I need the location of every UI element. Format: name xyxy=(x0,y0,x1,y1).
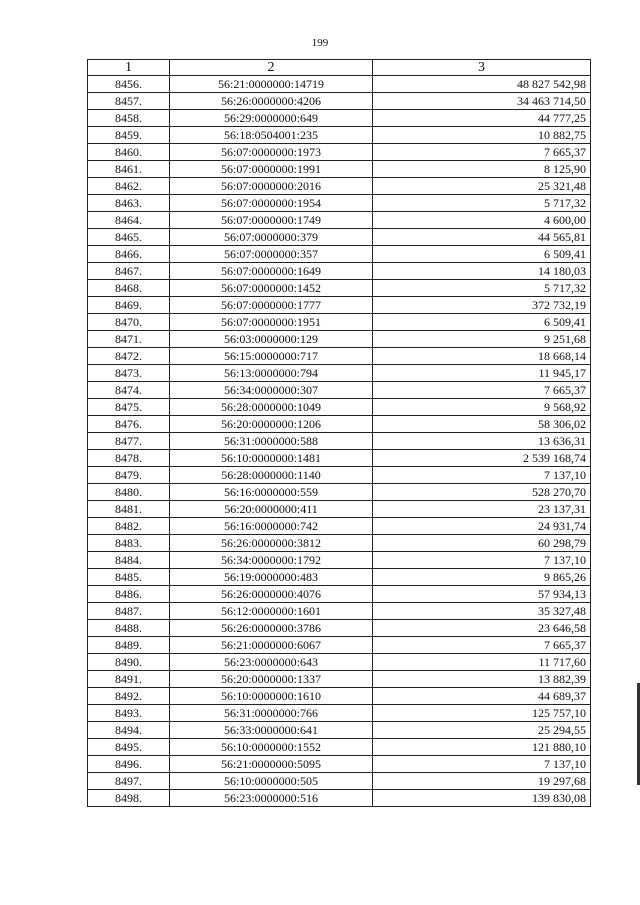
table-row xyxy=(88,688,591,705)
cadastral-number-cell: 56:07:0000000:1954 xyxy=(170,195,373,212)
value-cell: 9 568,92 xyxy=(373,399,591,416)
table-row xyxy=(88,790,591,807)
table-row xyxy=(88,705,591,722)
row-number-cell: 8491. xyxy=(88,671,170,688)
value-cell: 44 777,25 xyxy=(373,110,591,127)
row-number-cell: 8488. xyxy=(88,620,170,637)
cadastral-number-cell: 56:10:0000000:1481 xyxy=(170,450,373,467)
row-number-cell: 8493. xyxy=(88,705,170,722)
cadastral-number-cell: 56:23:0000000:516 xyxy=(170,790,373,807)
table-row xyxy=(88,637,591,654)
row-number-cell: 8470. xyxy=(88,314,170,331)
value-cell: 25 294,55 xyxy=(373,722,591,739)
table-row xyxy=(88,365,591,382)
table-row xyxy=(88,178,591,195)
cadastral-number-cell: 56:31:0000000:766 xyxy=(170,705,373,722)
table-row xyxy=(88,348,591,365)
cadastral-number-cell: 56:26:0000000:3786 xyxy=(170,620,373,637)
table-row xyxy=(88,331,591,348)
cadastral-number-cell: 56:26:0000000:3812 xyxy=(170,535,373,552)
cadastral-number-cell: 56:34:0000000:1792 xyxy=(170,552,373,569)
row-number-cell: 8460. xyxy=(88,144,170,161)
table-row xyxy=(88,552,591,569)
value-cell: 18 668,14 xyxy=(373,348,591,365)
row-number-cell: 8498. xyxy=(88,790,170,807)
value-cell: 24 931,74 xyxy=(373,518,591,535)
row-number-cell: 8461. xyxy=(88,161,170,178)
value-cell: 8 125,90 xyxy=(373,161,591,178)
cadastral-number-cell: 56:07:0000000:1951 xyxy=(170,314,373,331)
cadastral-number-cell: 56:20:0000000:1206 xyxy=(170,416,373,433)
value-cell: 121 880,10 xyxy=(373,739,591,756)
table-row xyxy=(88,110,591,127)
value-cell: 9 251,68 xyxy=(373,331,591,348)
table-row xyxy=(88,756,591,773)
cadastral-number-cell: 56:20:0000000:1337 xyxy=(170,671,373,688)
row-number-cell: 8475. xyxy=(88,399,170,416)
value-cell: 23 137,31 xyxy=(373,501,591,518)
column-header-2: 2 xyxy=(170,60,373,76)
row-number-cell: 8479. xyxy=(88,467,170,484)
value-cell: 9 865,26 xyxy=(373,569,591,586)
table-row xyxy=(88,93,591,110)
cadastral-number-cell: 56:07:0000000:379 xyxy=(170,229,373,246)
cadastral-value-table xyxy=(87,59,591,807)
cadastral-number-cell: 56:12:0000000:1601 xyxy=(170,603,373,620)
row-number-cell: 8497. xyxy=(88,773,170,790)
cadastral-number-cell: 56:26:0000000:4206 xyxy=(170,93,373,110)
row-number-cell: 8466. xyxy=(88,246,170,263)
value-cell: 4 600,00 xyxy=(373,212,591,229)
cadastral-number-cell: 56:28:0000000:1140 xyxy=(170,467,373,484)
row-number-cell: 8492. xyxy=(88,688,170,705)
value-cell: 6 509,41 xyxy=(373,246,591,263)
value-cell: 35 327,48 xyxy=(373,603,591,620)
cadastral-number-cell: 56:07:0000000:1777 xyxy=(170,297,373,314)
cadastral-number-cell: 56:20:0000000:411 xyxy=(170,501,373,518)
row-number-cell: 8486. xyxy=(88,586,170,603)
table-row xyxy=(88,195,591,212)
cadastral-number-cell: 56:31:0000000:588 xyxy=(170,433,373,450)
table-row xyxy=(88,518,591,535)
table-row xyxy=(88,501,591,518)
value-cell: 58 306,02 xyxy=(373,416,591,433)
value-cell: 25 321,48 xyxy=(373,178,591,195)
table-row xyxy=(88,263,591,280)
row-number-cell: 8457. xyxy=(88,93,170,110)
cadastral-number-cell: 56:10:0000000:1610 xyxy=(170,688,373,705)
row-number-cell: 8482. xyxy=(88,518,170,535)
row-number-cell: 8468. xyxy=(88,280,170,297)
table-row xyxy=(88,127,591,144)
row-number-cell: 8464. xyxy=(88,212,170,229)
row-number-cell: 8489. xyxy=(88,637,170,654)
row-number-cell: 8484. xyxy=(88,552,170,569)
value-cell: 7 665,37 xyxy=(373,637,591,654)
value-cell: 372 732,19 xyxy=(373,297,591,314)
cadastral-number-cell: 56:07:0000000:1649 xyxy=(170,263,373,280)
row-number-cell: 8456. xyxy=(88,76,170,93)
row-number-cell: 8459. xyxy=(88,127,170,144)
table-row xyxy=(88,382,591,399)
value-cell: 7 665,37 xyxy=(373,382,591,399)
cadastral-number-cell: 56:07:0000000:1452 xyxy=(170,280,373,297)
value-cell: 57 934,13 xyxy=(373,586,591,603)
value-cell: 19 297,68 xyxy=(373,773,591,790)
table-row xyxy=(88,603,591,620)
table-row xyxy=(88,671,591,688)
row-number-cell: 8483. xyxy=(88,535,170,552)
row-number-cell: 8463. xyxy=(88,195,170,212)
table-row xyxy=(88,280,591,297)
cadastral-number-cell: 56:16:0000000:559 xyxy=(170,484,373,501)
row-number-cell: 8496. xyxy=(88,756,170,773)
row-number-cell: 8472. xyxy=(88,348,170,365)
row-number-cell: 8469. xyxy=(88,297,170,314)
value-cell: 11 945,17 xyxy=(373,365,591,382)
table-row xyxy=(88,212,591,229)
value-cell: 11 717,60 xyxy=(373,654,591,671)
table-body xyxy=(88,76,591,807)
value-cell: 48 827 542,98 xyxy=(373,76,591,93)
value-cell: 6 509,41 xyxy=(373,314,591,331)
table-row xyxy=(88,773,591,790)
row-number-cell: 8473. xyxy=(88,365,170,382)
value-cell: 528 270,70 xyxy=(373,484,591,501)
table-row xyxy=(88,314,591,331)
table-row xyxy=(88,722,591,739)
row-number-cell: 8490. xyxy=(88,654,170,671)
cadastral-number-cell: 56:21:0000000:6067 xyxy=(170,637,373,654)
cadastral-number-cell: 56:07:0000000:1991 xyxy=(170,161,373,178)
row-number-cell: 8458. xyxy=(88,110,170,127)
row-number-cell: 8471. xyxy=(88,331,170,348)
table-row xyxy=(88,433,591,450)
column-header-1: 1 xyxy=(88,60,170,76)
cadastral-number-cell: 56:18:0504001:235 xyxy=(170,127,373,144)
value-cell: 23 646,58 xyxy=(373,620,591,637)
row-number-cell: 8487. xyxy=(88,603,170,620)
row-number-cell: 8477. xyxy=(88,433,170,450)
cadastral-number-cell: 56:16:0000000:742 xyxy=(170,518,373,535)
cadastral-number-cell: 56:33:0000000:641 xyxy=(170,722,373,739)
cadastral-number-cell: 56:10:0000000:505 xyxy=(170,773,373,790)
table-row xyxy=(88,399,591,416)
cadastral-number-cell: 56:21:0000000:14719 xyxy=(170,76,373,93)
value-cell: 7 137,10 xyxy=(373,756,591,773)
value-cell: 13 636,31 xyxy=(373,433,591,450)
table-row xyxy=(88,569,591,586)
value-cell: 7 665,37 xyxy=(373,144,591,161)
value-cell: 44 689,37 xyxy=(373,688,591,705)
table-row xyxy=(88,450,591,467)
value-cell: 60 298,79 xyxy=(373,535,591,552)
table-header xyxy=(88,60,591,76)
row-number-cell: 8494. xyxy=(88,722,170,739)
value-cell: 139 830,08 xyxy=(373,790,591,807)
value-cell: 44 565,81 xyxy=(373,229,591,246)
row-number-cell: 8474. xyxy=(88,382,170,399)
row-number-cell: 8481. xyxy=(88,501,170,518)
row-number-cell: 8480. xyxy=(88,484,170,501)
value-cell: 13 882,39 xyxy=(373,671,591,688)
table-row xyxy=(88,484,591,501)
table-row xyxy=(88,416,591,433)
value-cell: 34 463 714,50 xyxy=(373,93,591,110)
value-cell: 5 717,32 xyxy=(373,280,591,297)
table-row xyxy=(88,654,591,671)
row-number-cell: 8485. xyxy=(88,569,170,586)
cadastral-number-cell: 56:26:0000000:4076 xyxy=(170,586,373,603)
value-cell: 125 757,10 xyxy=(373,705,591,722)
cadastral-number-cell: 56:07:0000000:357 xyxy=(170,246,373,263)
table-row xyxy=(88,535,591,552)
value-cell: 5 717,32 xyxy=(373,195,591,212)
cadastral-number-cell: 56:07:0000000:1973 xyxy=(170,144,373,161)
cadastral-number-cell: 56:23:0000000:643 xyxy=(170,654,373,671)
table-row xyxy=(88,144,591,161)
table-row xyxy=(88,467,591,484)
row-number-cell: 8476. xyxy=(88,416,170,433)
table-row xyxy=(88,76,591,93)
cadastral-number-cell: 56:15:0000000:717 xyxy=(170,348,373,365)
cadastral-number-cell: 56:07:0000000:1749 xyxy=(170,212,373,229)
cadastral-number-cell: 56:10:0000000:1552 xyxy=(170,739,373,756)
table-row xyxy=(88,739,591,756)
table-row xyxy=(88,586,591,603)
row-number-cell: 8465. xyxy=(88,229,170,246)
cadastral-number-cell: 56:29:0000000:649 xyxy=(170,110,373,127)
page-number: 199 xyxy=(311,37,329,49)
row-number-cell: 8462. xyxy=(88,178,170,195)
row-number-cell: 8467. xyxy=(88,263,170,280)
table-row xyxy=(88,229,591,246)
cadastral-number-cell: 56:21:0000000:5095 xyxy=(170,756,373,773)
cadastral-number-cell: 56:03:0000000:129 xyxy=(170,331,373,348)
value-cell: 2 539 168,74 xyxy=(373,450,591,467)
value-cell: 10 882,75 xyxy=(373,127,591,144)
row-number-cell: 8478. xyxy=(88,450,170,467)
column-header-3: 3 xyxy=(373,60,591,76)
table-row xyxy=(88,620,591,637)
cadastral-number-cell: 56:19:0000000:483 xyxy=(170,569,373,586)
cadastral-number-cell: 56:28:0000000:1049 xyxy=(170,399,373,416)
table-row xyxy=(88,161,591,178)
cadastral-number-cell: 56:13:0000000:794 xyxy=(170,365,373,382)
cadastral-number-cell: 56:34:0000000:307 xyxy=(170,382,373,399)
table-row xyxy=(88,246,591,263)
value-cell: 7 137,10 xyxy=(373,552,591,569)
row-number-cell: 8495. xyxy=(88,739,170,756)
value-cell: 14 180,03 xyxy=(373,263,591,280)
table-row xyxy=(88,297,591,314)
header-row xyxy=(88,60,591,76)
cadastral-number-cell: 56:07:0000000:2016 xyxy=(170,178,373,195)
value-cell: 7 137,10 xyxy=(373,467,591,484)
